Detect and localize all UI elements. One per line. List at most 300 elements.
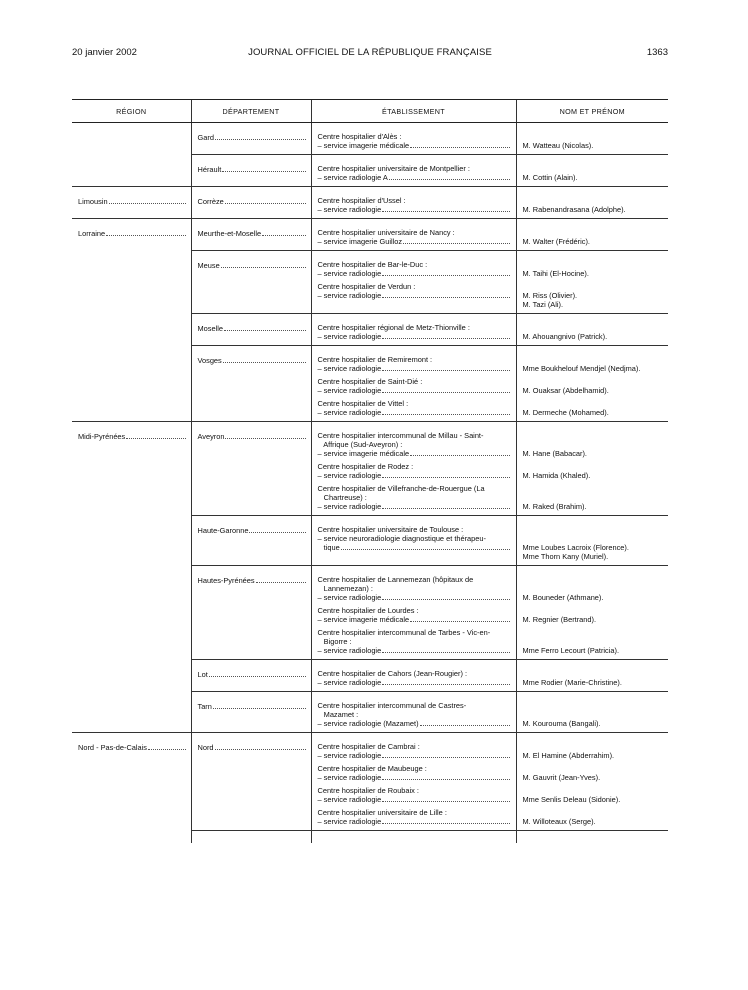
person-entry — [523, 484, 665, 511]
person-entry — [523, 462, 665, 480]
nom-cell — [516, 733, 668, 831]
leader-dots — [382, 795, 509, 802]
table-header-row — [72, 100, 668, 123]
nom-list — [517, 660, 669, 687]
establishment-line: Centre hospitalier universitaire de Lille : — [317, 808, 447, 817]
leader-dots — [106, 229, 185, 236]
departement-cell — [191, 219, 311, 251]
nom-cell — [516, 692, 668, 733]
table-body — [72, 123, 668, 844]
line-spacer — [523, 399, 665, 408]
person-entry — [523, 164, 665, 182]
region-name: Limousin — [78, 197, 108, 206]
establishment-entry — [318, 484, 510, 511]
departement-name-cell-label — [192, 123, 311, 142]
etablissement-cell — [311, 314, 516, 346]
table-row — [72, 692, 668, 733]
leader-dots — [382, 593, 509, 600]
departement-name: Vosges — [197, 356, 222, 365]
service-name: – service radiologie — [317, 773, 382, 782]
line-spacer — [523, 196, 665, 205]
establishment-line: Centre hospitalier intercommunal de Castres- — [317, 701, 467, 710]
person-name: M. Dermeche (Mohamed). — [522, 408, 609, 417]
line-spacer — [523, 808, 665, 817]
region-cell — [72, 516, 191, 566]
service-name: – service imagerie médicale — [317, 141, 410, 150]
leader-dots — [382, 364, 509, 371]
leader-dots — [382, 751, 509, 758]
person-entry — [523, 282, 665, 309]
person-entry — [523, 431, 665, 458]
establishment-line: Centre hospitalier universitaire de Nancy : — [317, 228, 455, 237]
leader-dots — [256, 576, 306, 583]
person-name: M. Regnier (Bertrand). — [522, 615, 597, 624]
person-entry — [523, 323, 665, 341]
leader-dots — [382, 205, 509, 212]
person-name: Mme Ferro Lecourt (Patricia). — [522, 646, 620, 655]
departement-name: Lot — [197, 670, 208, 679]
region-cell — [72, 251, 191, 314]
line-spacer — [523, 764, 665, 773]
departement-name-cell-label — [192, 422, 311, 441]
nom-cell — [516, 422, 668, 516]
line-spacer — [523, 786, 665, 795]
etablissement-list — [312, 516, 516, 552]
departement-name-cell-label — [192, 314, 311, 333]
leader-dots — [215, 133, 306, 140]
establishment-entry — [318, 628, 510, 655]
nom-list — [517, 314, 669, 341]
establishment-entry — [318, 764, 510, 782]
region-cell — [72, 187, 191, 219]
region-cell — [72, 422, 191, 516]
departement-name: Gard — [197, 133, 214, 142]
service-line — [318, 237, 510, 246]
line-spacer — [523, 323, 665, 332]
departement-name-cell-label — [192, 155, 311, 174]
table-row — [72, 346, 668, 422]
line-spacer — [523, 377, 665, 386]
service-name: – service radiologie — [317, 795, 382, 804]
establishment-line: Centre hospitalier de Villefranche-de-Rouergue (La — [317, 484, 485, 493]
establishment-entry — [318, 431, 510, 458]
nom-list — [517, 123, 669, 150]
page-header — [72, 47, 668, 61]
etablissement-list — [312, 123, 516, 150]
region-name-cell-label — [72, 219, 191, 238]
leader-dots — [382, 646, 509, 653]
etablissement-list — [312, 187, 516, 214]
service-line — [318, 646, 510, 655]
column-header-etablissement: ÉTABLISSEMENT — [311, 100, 516, 123]
nom-list — [517, 187, 669, 214]
service-name: – service radiologie — [317, 269, 382, 278]
departement-cell — [191, 187, 311, 219]
nom-cell — [516, 251, 668, 314]
region-name-cell-label — [72, 187, 191, 206]
person-name: M. Gauvrit (Jean-Yves). — [522, 773, 601, 782]
establishment-line: Centre hospitalier de Saint-Dié : — [317, 377, 423, 386]
establishment-entry — [318, 399, 510, 417]
person-name: M. Ahouangnivo (Patrick). — [522, 332, 608, 341]
establishment-line: Centre hospitalier de Bar-le-Duc : — [317, 260, 428, 269]
etablissement-cell — [311, 692, 516, 733]
leader-dots — [410, 449, 509, 456]
establishment-line: – service neuroradiologie diagnostique et thérapeu- — [317, 534, 486, 543]
issue-date: 20 janvier 2002 — [72, 47, 137, 58]
table-row — [72, 219, 668, 251]
person-entry — [523, 786, 665, 804]
service-line — [318, 408, 510, 417]
etablissement-cell — [311, 219, 516, 251]
continuation-cell — [191, 831, 311, 844]
service-name: – service radiologie — [317, 291, 382, 300]
departement-cell — [191, 314, 311, 346]
leader-dots — [382, 773, 509, 780]
service-name: – service radiologie — [317, 386, 382, 395]
establishment-entry — [318, 196, 510, 214]
service-name: – service radiologie (Mazamet) — [317, 719, 419, 728]
leader-dots — [382, 386, 509, 393]
service-name: – service radiologie — [317, 332, 382, 341]
leader-dots — [109, 197, 186, 204]
leader-dots — [382, 678, 509, 685]
etablissement-list — [312, 692, 516, 728]
region-cell — [72, 314, 191, 346]
nom-list — [517, 422, 669, 511]
line-spacer — [523, 462, 665, 471]
leader-dots — [382, 817, 509, 824]
person-entry — [523, 399, 665, 417]
etablissement-list — [312, 422, 516, 511]
service-line — [318, 141, 510, 150]
person-name: M. Taihi (El-Hocine). — [522, 269, 589, 278]
nom-cell — [516, 660, 668, 692]
establishment-entry — [318, 742, 510, 760]
line-spacer — [523, 710, 665, 719]
leader-dots — [403, 237, 509, 244]
nom-list — [517, 692, 669, 728]
service-line — [318, 773, 510, 782]
nom-cell — [516, 516, 668, 566]
etablissement-list — [312, 733, 516, 826]
leader-dots — [225, 197, 306, 204]
region-cell — [72, 219, 191, 251]
departement-cell — [191, 566, 311, 660]
person-entry — [523, 628, 665, 655]
establishment-entry — [318, 701, 510, 728]
establishment-line: Centre hospitalier de Lourdes : — [317, 606, 419, 615]
departement-cell — [191, 123, 311, 155]
service-name: – service radiologie A — [317, 173, 388, 182]
departement-cell — [191, 692, 311, 733]
service-name: – service radiologie — [317, 471, 382, 480]
service-line — [318, 615, 510, 624]
establishment-line: Affrique (Sud-Aveyron) : — [317, 440, 403, 449]
nom-cell — [516, 123, 668, 155]
departement-name: Meurthe-et-Moselle — [197, 229, 262, 238]
departement-cell — [191, 155, 311, 187]
service-name: tique — [317, 543, 340, 552]
etablissement-list — [312, 251, 516, 300]
person-entry — [523, 701, 665, 728]
line-spacer — [523, 701, 665, 710]
departement-name-cell-label — [192, 346, 311, 365]
region-cell — [72, 733, 191, 831]
departement-name-cell-label — [192, 660, 311, 679]
region-name: Lorraine — [78, 229, 106, 238]
establishment-line: Centre hospitalier de Lannemezan (hôpitaux de — [317, 575, 474, 584]
establishment-line: Centre hospitalier de Cambrai : — [317, 742, 420, 751]
service-line — [318, 449, 510, 458]
etablissement-list — [312, 219, 516, 246]
etablissement-list — [312, 155, 516, 182]
leader-dots — [225, 432, 305, 439]
leader-dots — [420, 719, 510, 726]
leader-dots — [382, 332, 509, 339]
leader-dots — [215, 743, 306, 750]
departement-name-cell-label — [192, 187, 311, 206]
establishment-line: Chartreuse) : — [317, 493, 367, 502]
nom-cell — [516, 346, 668, 422]
person-name: M. Tazi (Ali). — [522, 300, 564, 309]
table-continuation-row — [72, 831, 668, 844]
line-spacer — [523, 484, 665, 493]
line-spacer — [523, 628, 665, 637]
person-name: M. Riss (Olivier). — [522, 291, 578, 300]
person-name: M. Cottin (Alain). — [522, 173, 578, 182]
person-entry — [523, 525, 665, 561]
service-name: – service imagerie médicale — [317, 615, 410, 624]
etablissement-cell — [311, 155, 516, 187]
etablissement-list — [312, 660, 516, 687]
person-name: M. Willoteaux (Serge). — [522, 817, 596, 826]
departement-name-cell-label — [192, 566, 311, 585]
establishment-entry — [318, 525, 510, 552]
establishment-line: Centre hospitalier de Vittel : — [317, 399, 409, 408]
establishment-line: Centre hospitalier intercommunal de Millau - Saint- — [317, 431, 484, 440]
person-entry — [523, 260, 665, 278]
person-entry — [523, 377, 665, 395]
line-spacer — [523, 669, 665, 678]
service-line — [318, 364, 510, 373]
etablissement-cell — [311, 187, 516, 219]
nom-cell — [516, 314, 668, 346]
region-cell — [72, 346, 191, 422]
leader-dots — [222, 165, 305, 172]
line-spacer — [523, 228, 665, 237]
departement-name-cell-label — [192, 692, 311, 711]
person-entry — [523, 742, 665, 760]
nom-cell — [516, 219, 668, 251]
person-entry — [523, 669, 665, 687]
person-name: M. Watteau (Nicolas). — [522, 141, 594, 150]
person-entry — [523, 355, 665, 373]
establishment-entry — [318, 606, 510, 624]
etablissement-cell — [311, 251, 516, 314]
departement-name-cell-label — [192, 219, 311, 238]
service-line — [318, 543, 510, 552]
person-entry — [523, 606, 665, 624]
leader-dots — [126, 432, 185, 439]
establishment-line: Centre hospitalier de Maubeuge : — [317, 764, 427, 773]
service-line — [318, 678, 510, 687]
page-number: 1363 — [646, 47, 668, 58]
line-spacer — [523, 132, 665, 141]
person-name: Mme Thorn Kany (Muriel). — [522, 552, 609, 561]
nom-list — [517, 566, 669, 655]
table-row — [72, 155, 668, 187]
table-row — [72, 733, 668, 831]
column-header-region: RÉGION — [72, 100, 191, 123]
departement-cell — [191, 733, 311, 831]
person-entry — [523, 196, 665, 214]
service-line — [318, 502, 510, 511]
etablissement-cell — [311, 660, 516, 692]
service-name: – service radiologie — [317, 646, 382, 655]
establishment-line: Centre hospitalier intercommunal de Tarbes - Vic-en- — [317, 628, 491, 637]
service-line — [318, 817, 510, 826]
establishment-entry — [318, 260, 510, 278]
line-spacer — [523, 164, 665, 173]
region-cell — [72, 155, 191, 187]
nom-list — [517, 516, 669, 561]
establishment-entry — [318, 786, 510, 804]
leader-dots — [262, 229, 305, 236]
region-cell — [72, 692, 191, 733]
person-entry — [523, 228, 665, 246]
service-name: – service radiologie — [317, 205, 382, 214]
region-name-cell-label — [72, 422, 191, 441]
establishment-line: Centre hospitalier de Roubaix : — [317, 786, 419, 795]
line-spacer — [523, 355, 665, 364]
etablissement-list — [312, 314, 516, 341]
line-spacer — [523, 606, 665, 615]
departement-name-cell-label — [192, 516, 311, 535]
etablissement-cell — [311, 516, 516, 566]
region-name: Nord - Pas-de-Calais — [78, 743, 148, 752]
person-entry — [523, 764, 665, 782]
person-name: M. El Hamine (Abderrahim). — [522, 751, 615, 760]
continuation-cell — [311, 831, 516, 844]
column-header-departement: DÉPARTEMENT — [191, 100, 311, 123]
continuation-cell — [516, 831, 668, 844]
line-spacer — [523, 525, 665, 534]
departement-name: Aveyron — [197, 432, 225, 441]
establishment-line: Centre hospitalier de Cahors (Jean-Rougier) : — [317, 669, 468, 678]
service-line — [318, 269, 510, 278]
departement-name: Haute-Garonne — [197, 526, 249, 535]
leader-dots — [223, 356, 306, 363]
service-line — [318, 332, 510, 341]
person-entry — [523, 808, 665, 826]
departement-name: Hérault — [197, 165, 222, 174]
establishment-entry — [318, 377, 510, 395]
leader-dots — [224, 324, 306, 331]
line-spacer — [523, 584, 665, 593]
nom-cell — [516, 155, 668, 187]
departement-name: Moselle — [197, 324, 223, 333]
service-line — [318, 471, 510, 480]
departement-name: Nord — [197, 743, 214, 752]
table-row — [72, 187, 668, 219]
leader-dots — [382, 291, 509, 298]
leader-dots — [213, 702, 306, 709]
departement-name-cell-label — [192, 733, 311, 752]
service-name: – service radiologie — [317, 678, 382, 687]
nom-cell — [516, 566, 668, 660]
leader-dots — [382, 502, 509, 509]
departement-name: Tarn — [197, 702, 212, 711]
service-line — [318, 593, 510, 602]
establishment-line: Centre hospitalier universitaire de Montpellier : — [317, 164, 470, 173]
table-row — [72, 660, 668, 692]
etablissement-cell — [311, 566, 516, 660]
service-line — [318, 795, 510, 804]
establishment-entry — [318, 808, 510, 826]
table-row — [72, 516, 668, 566]
service-name: – service radiologie — [317, 502, 382, 511]
leader-dots — [382, 408, 509, 415]
establishment-line: Centre hospitalier d'Alès : — [317, 132, 402, 141]
line-spacer — [523, 575, 665, 584]
departement-name: Corrèze — [197, 197, 224, 206]
service-name: – service radiologie — [317, 364, 382, 373]
establishment-line: Centre hospitalier de Remiremont : — [317, 355, 433, 364]
departement-cell — [191, 660, 311, 692]
etablissement-list — [312, 346, 516, 417]
line-spacer — [523, 431, 665, 440]
region-cell — [72, 660, 191, 692]
nom-cell — [516, 187, 668, 219]
establishment-line: Centre hospitalier de Verdun : — [317, 282, 416, 291]
line-spacer — [523, 493, 665, 502]
departement-cell — [191, 422, 311, 516]
table-row — [72, 566, 668, 660]
column-header-nom-prenom: NOM ET PRÉNOM — [516, 100, 668, 123]
establishment-line: Centre hospitalier de Rodez : — [317, 462, 414, 471]
establishment-line: Centre hospitalier d'Ussel : — [317, 196, 406, 205]
person-name: M. Kourouma (Bangali). — [522, 719, 601, 728]
table-row — [72, 314, 668, 346]
leader-dots — [389, 173, 510, 180]
nom-list — [517, 251, 669, 309]
nom-list — [517, 346, 669, 417]
region-cell — [72, 566, 191, 660]
leader-dots — [221, 261, 306, 268]
person-entry — [523, 575, 665, 602]
leader-dots — [148, 743, 185, 750]
service-name: – service imagerie médicale — [317, 449, 410, 458]
person-name: Mme Rodier (Marie-Christine). — [522, 678, 622, 687]
person-name: Mme Senlis Deleau (Sidonie). — [522, 795, 621, 804]
departement-name: Meuse — [197, 261, 220, 270]
line-spacer — [523, 440, 665, 449]
establishment-entry — [318, 282, 510, 300]
region-name: Midi-Pyrénées — [78, 432, 126, 441]
establishment-line: Centre hospitalier universitaire de Toulouse : — [317, 525, 464, 534]
departement-name: Hautes-Pyrénées — [197, 576, 255, 585]
etablissement-list — [312, 566, 516, 655]
establishment-line: Bigorre : — [317, 637, 352, 646]
table-row — [72, 251, 668, 314]
journal-title: JOURNAL OFFICIEL DE LA RÉPUBLIQUE FRANÇAISE — [248, 47, 492, 58]
leader-dots — [410, 141, 509, 148]
nom-list — [517, 155, 669, 182]
establishment-entry — [318, 355, 510, 373]
leader-dots — [382, 269, 509, 276]
establishment-line: Mazamet : — [317, 710, 359, 719]
